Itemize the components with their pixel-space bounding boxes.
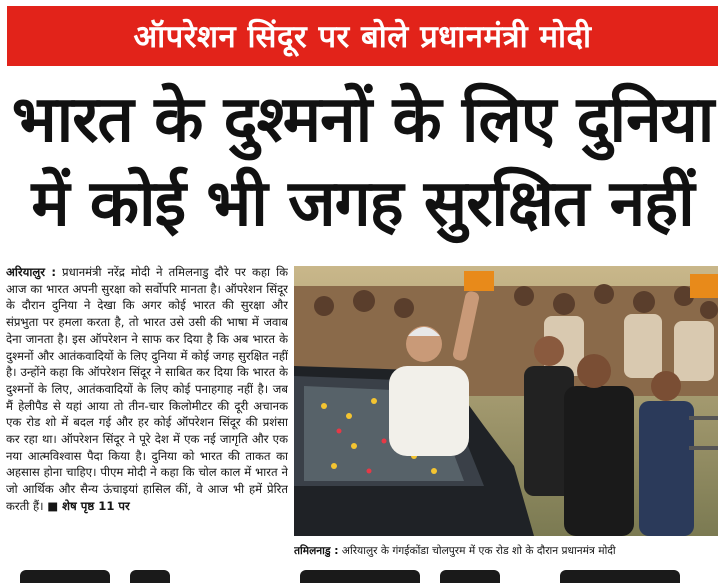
headline-line-1: भारत के दुश्मनों के लिए दुनिया: [11, 83, 714, 157]
banner-text: ऑपरेशन सिंदूर पर बोले प्रधानमंत्री मोदी: [133, 19, 592, 55]
caption-place: तमिलनाडु :: [294, 545, 339, 557]
next-headline-cutoff: [0, 568, 725, 583]
cutoff-glyph: [130, 570, 170, 583]
cutoff-glyph: [440, 570, 500, 583]
caption-text: अरियालुर के गंगईकोंडा चोलपुरम में एक रोड शो के दौरान प्रधानमंत्र मोदी: [341, 545, 616, 557]
cutoff-glyph: [560, 570, 680, 583]
photo-illustration: [294, 266, 718, 536]
headline-line-2: में कोई भी जगह सुरक्षित नहीं: [31, 167, 694, 241]
main-headline: [6, 78, 719, 246]
photo-caption: [294, 540, 718, 562]
cutoff-glyph: [300, 570, 420, 583]
section-banner: [7, 6, 718, 66]
article-dateline: अरियालुर :: [6, 265, 56, 279]
cutoff-glyph: [20, 570, 110, 583]
article-body: [6, 264, 288, 564]
article-text: प्रधानमंत्री नरेंद्र मोदी ने तमिलनाडु दौरे पर कहा कि आज का भारत अपनी सुरक्षा को सर्वोपरि मानता है। ऑपरेशन सिंदूर के दौरान दुनिया ने देखा कि अगर कोई भारत की सुरक्षा और संप्रभुता पर हमला करता है, तो भारत उसे उसी की भाषा में जवाब देना जानता है। इस ऑपरेशन ने साफ कर दिया है कि अब भारत के दुश्मनों और आतंकवादियों के लिए दुनिया में कोई जगह सुरक्षित नहीं है। उन्होंने कहा कि ऑपरेशन सिंदूर ने साबित कर दिया कि भारत के दुश्मनों के लिए, आतंकवादियों के लिए कोई पनाहगाह नहीं है। जब मैं हेलीपैड से यहां आया तो तीन-चार किलोमीटर की दूरी अचानक एक रोड शो में बदल गई और हर कोई ऑपरेशन सिंदूर की प्रशंसा कर रहा था। ऑपरेशन सिंदूर ने पूरे देश में एक नई जागृति और एक नया आत्मविश्वास पैदा किया है। दुनिया को भारत की ताकत का अहसास होना चाहिए। पीएम मोदी ने कहा कि चोल काल में भारत ने जो आर्थिक और सैन्य ऊंचाइयां हासिल कीं, वे आज भी हमें प्रेरित करती हैं।: [6, 265, 288, 513]
news-photo: [294, 266, 718, 536]
continued-note: ■ शेष पृष्ठ 11 पर: [47, 498, 130, 513]
